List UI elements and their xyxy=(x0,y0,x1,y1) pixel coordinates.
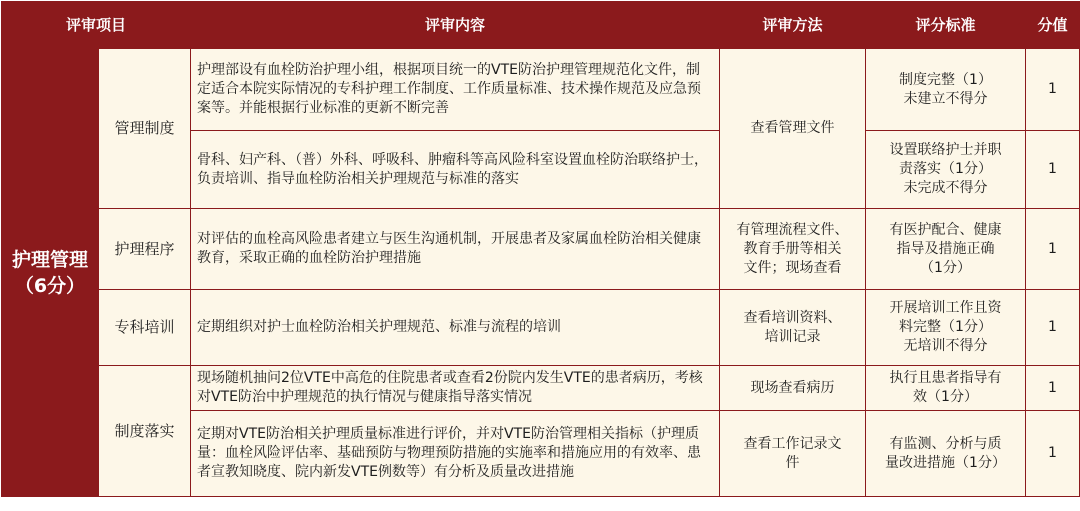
score-cell: 1 xyxy=(1026,131,1080,209)
table-row xyxy=(2,49,1080,131)
review-table xyxy=(1,1,1080,497)
method-cell: 现场查看病历 xyxy=(720,366,866,411)
score-cell: 1 xyxy=(1026,290,1080,366)
score-cell: 1 xyxy=(1026,366,1080,411)
category-cell: 护理管理 （6分） xyxy=(2,49,99,497)
section-specialty-training: 专科培训 xyxy=(99,290,191,366)
header-scoring-standard: 评分标准 xyxy=(866,2,1026,49)
score-cell: 1 xyxy=(1026,209,1080,290)
table-row xyxy=(2,366,1080,411)
method-cell: 查看工作记录文 件 xyxy=(720,411,866,497)
table-row xyxy=(2,290,1080,366)
table-row xyxy=(2,209,1080,290)
method-cell: 查看管理文件 xyxy=(720,49,866,209)
standard-cell: 制度完整（1） 未建立不得分 xyxy=(866,49,1026,131)
content-cell: 护理部设有血栓防治护理小组，根据项目统一的VTE防治护理管理规范化文件，制定适合本院实际情况的专科护理工作制度、工作质量标准、技术操作规范及应急预案等。并能根据行业标准的更新不断完善 xyxy=(191,49,720,131)
content-cell: 对评估的血栓高风险患者建立与医生沟通机制，开展患者及家属血栓防治相关健康教育，采取正确的血栓防治护理措施 xyxy=(191,209,720,290)
header-review-method: 评审方法 xyxy=(720,2,866,49)
score-cell: 1 xyxy=(1026,411,1080,497)
standard-cell: 有监测、分析与质 量改进措施（1分） xyxy=(866,411,1026,497)
header-score: 分值 xyxy=(1026,2,1080,49)
content-cell: 定期组织对护士血栓防治相关护理规范、标准与流程的培训 xyxy=(191,290,720,366)
header-review-content: 评审内容 xyxy=(191,2,720,49)
standard-cell: 执行且患者指导有 效（1分） xyxy=(866,366,1026,411)
content-cell: 现场随机抽问2位VTE中高危的住院患者或查看2份院内发生VTE的患者病历，考核对VTE防治中护理规范的执行情况与健康指导落实情况 xyxy=(191,366,720,411)
standard-cell: 有医护配合、健康 指导及措施正确 （1分） xyxy=(866,209,1026,290)
method-cell: 查看培训资料、 培训记录 xyxy=(720,290,866,366)
section-nursing-process: 护理程序 xyxy=(99,209,191,290)
content-cell: 定期对VTE防治相关护理质量标准进行评价，并对VTE防治管理相关指标（护理质量：血栓风险评估率、基础预防与物理预防措施的实施率和措施应用的有效率、患者宣教知晓度、院内新发VTE例数等）有分析及质量改进措施 xyxy=(191,411,720,497)
content-cell: 骨科、妇产科、（普）外科、呼吸科、肿瘤科等高风险科室设置血栓防治联络护士，负责培训、指导血栓防治相关护理规范与标准的落实 xyxy=(191,131,720,209)
section-management-system: 管理制度 xyxy=(99,49,191,209)
score-cell: 1 xyxy=(1026,49,1080,131)
header-row xyxy=(2,2,1080,49)
standard-cell: 设置联络护士并职 责落实（1分） 未完成不得分 xyxy=(866,131,1026,209)
header-review-item: 评审项目 xyxy=(2,2,191,49)
method-cell: 有管理流程文件、 教育手册等相关 文件；现场查看 xyxy=(720,209,866,290)
section-system-implementation: 制度落实 xyxy=(99,366,191,497)
standard-cell: 开展培训工作且资 料完整（1分） 无培训不得分 xyxy=(866,290,1026,366)
